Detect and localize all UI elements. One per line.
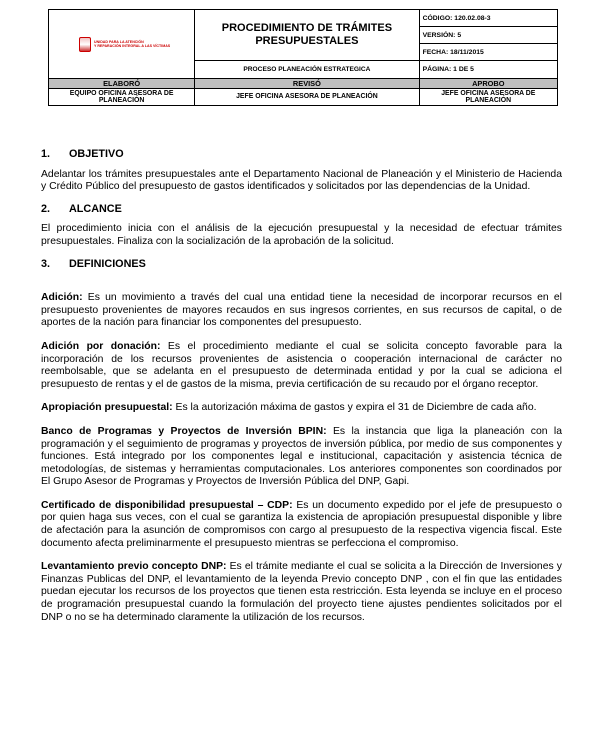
definition-text: Es el trámite mediante el cual se solicita a la Dirección de Inversiones y Finanzas Publicas del DNP, el levantamiento de la leyenda Previo concepto DNP , con el fin que las entidades puedan ejecutar los recursos de los proyectos que tienen esta restricción. Esta leyenda se incluye en el proceso de programación presupuestal cuando la formulación del proyecto tiene ajustes pendientes solicitados por el DNP o no se ha determinado claramente la utilización de los recursos. [41,561,562,623]
section-heading-definiciones: 3. DEFINICIONES [41,257,146,270]
definition-item [41,500,562,550]
definition-term: Apropiación presupuestal: [41,402,173,414]
definition-term: Certificado de disponibilidad presupuestal – CDP: [41,499,293,511]
definition-text: Es un documento expedido por el jefe de presupuesto o por quien haga sus veces, con el cual se garantiza la existencia de apropiación presupuestal disponible y libre de afectación para la asunción de compromisos con cargo al presupuesto de la respectiva vigencia fiscal. Este documento afecta preliminarmente el presupuesto mientras se perfecciona el compromiso. [41,499,562,549]
reviso-label: REVISÓ [195,79,419,89]
document-version: VERSIÓN: 5 [419,27,557,44]
definition-item [41,426,562,489]
definition-term: Adición por donación: [41,340,161,352]
aprobo-value: JEFE OFICINA ASESORA DE PLANEACIÓN [419,89,557,106]
entity-logo: UNIDAD PARA LA ATENCIÓN Y REPARACIÓN INTEGRAL A LAS VÍCTIMAS [49,37,194,52]
coat-of-arms-icon [79,37,91,52]
aprobo-label: APROBO [419,79,557,89]
definition-text: Es la instancia que liga la planeación con la programación y el seguimiento de programas y proyectos de inversión pública, por medio de sus componentes y funciones. Está integrado por los componentes legal e institucional, capacitación y asistencia técnica de metodologías, de sistemas y herramientas computacionales. Los anteriores componentes son coordinados por El Grupo Asesor de Programas y Proyectos de Inversión Pública del DNP, Gapi. [41,425,562,488]
definition-item [41,402,562,415]
definition-item [41,341,562,391]
definition-item [41,292,562,330]
elaboro-label: ELABORÓ [49,79,195,89]
document-date: FECHA: 18/11/2015 [419,44,557,61]
definition-term: Banco de Programas y Proyectos de Inversión BPIN: [41,425,327,437]
process-name: PROCESO PLANEACIÓN ESTRATEGICA [195,61,419,79]
document-title: PROCEDIMIENTO DE TRÁMITES PRESUPUESTALES [195,10,419,61]
section-heading-objetivo: 1. OBJETIVO [41,148,124,160]
definition-text: Es el procedimiento mediante el cual se solicita concepto favorable para la incorporación de los recursos provenientes de asistencia o cooperación internacional de carácter no reembolsable, que se adelanta en el presupuesto de determinada entidad y por la cual se adiciona el presupuesto de rentas y el de gastos de la misma, previa certificación de su recaudo por el órgano receptor. [41,340,562,390]
objetivo-paragraph: Adelantar los trámites presupuestales ante el Departamento Nacional de Planeación y el Ministerio de Hacienda y Crédito Público del presupuesto de gastos identificados y solicitados por las dependencias de la Unidad. [41,168,562,193]
reviso-value: JEFE OFICINA ASESORA DE PLANEACIÓN [195,89,419,106]
document-code: CÓDIGO: 120.02.08-3 [419,10,557,27]
definition-text: Es un movimiento a través del cual una entidad tiene la necesidad de incorporar recursos en el presupuesto provenientes de mayores recaudos en sus ingresos corrientes, en sus recursos de capital, o de aportes de la nación para financiar los componentes del presupuesto. [41,292,562,329]
definition-item [41,561,562,624]
page-number: PÁGINA: 1 DE 5 [419,61,557,79]
document-body [41,148,562,624]
elaboro-value: EQUIPO OFICINA ASESORA DE PLANEACIÓN [49,89,195,106]
section-heading-alcance: 2. ALCANCE [41,202,122,215]
logo-cell [49,10,195,79]
definition-text: Es la autorización máxima de gastos y expira el 31 de Diciembre de cada año. [172,402,537,414]
alcance-paragraph: El procedimiento inicia con el análisis de la ejecución presupuestal y la necesidad de efectuar trámites presupuestales. Finaliza con la socialización de la aprobación de la solicitud. [41,223,562,247]
definition-term: Levantamiento previo concepto DNP: [41,561,227,573]
document-header [48,9,558,106]
definition-term: Adición: [41,292,83,304]
